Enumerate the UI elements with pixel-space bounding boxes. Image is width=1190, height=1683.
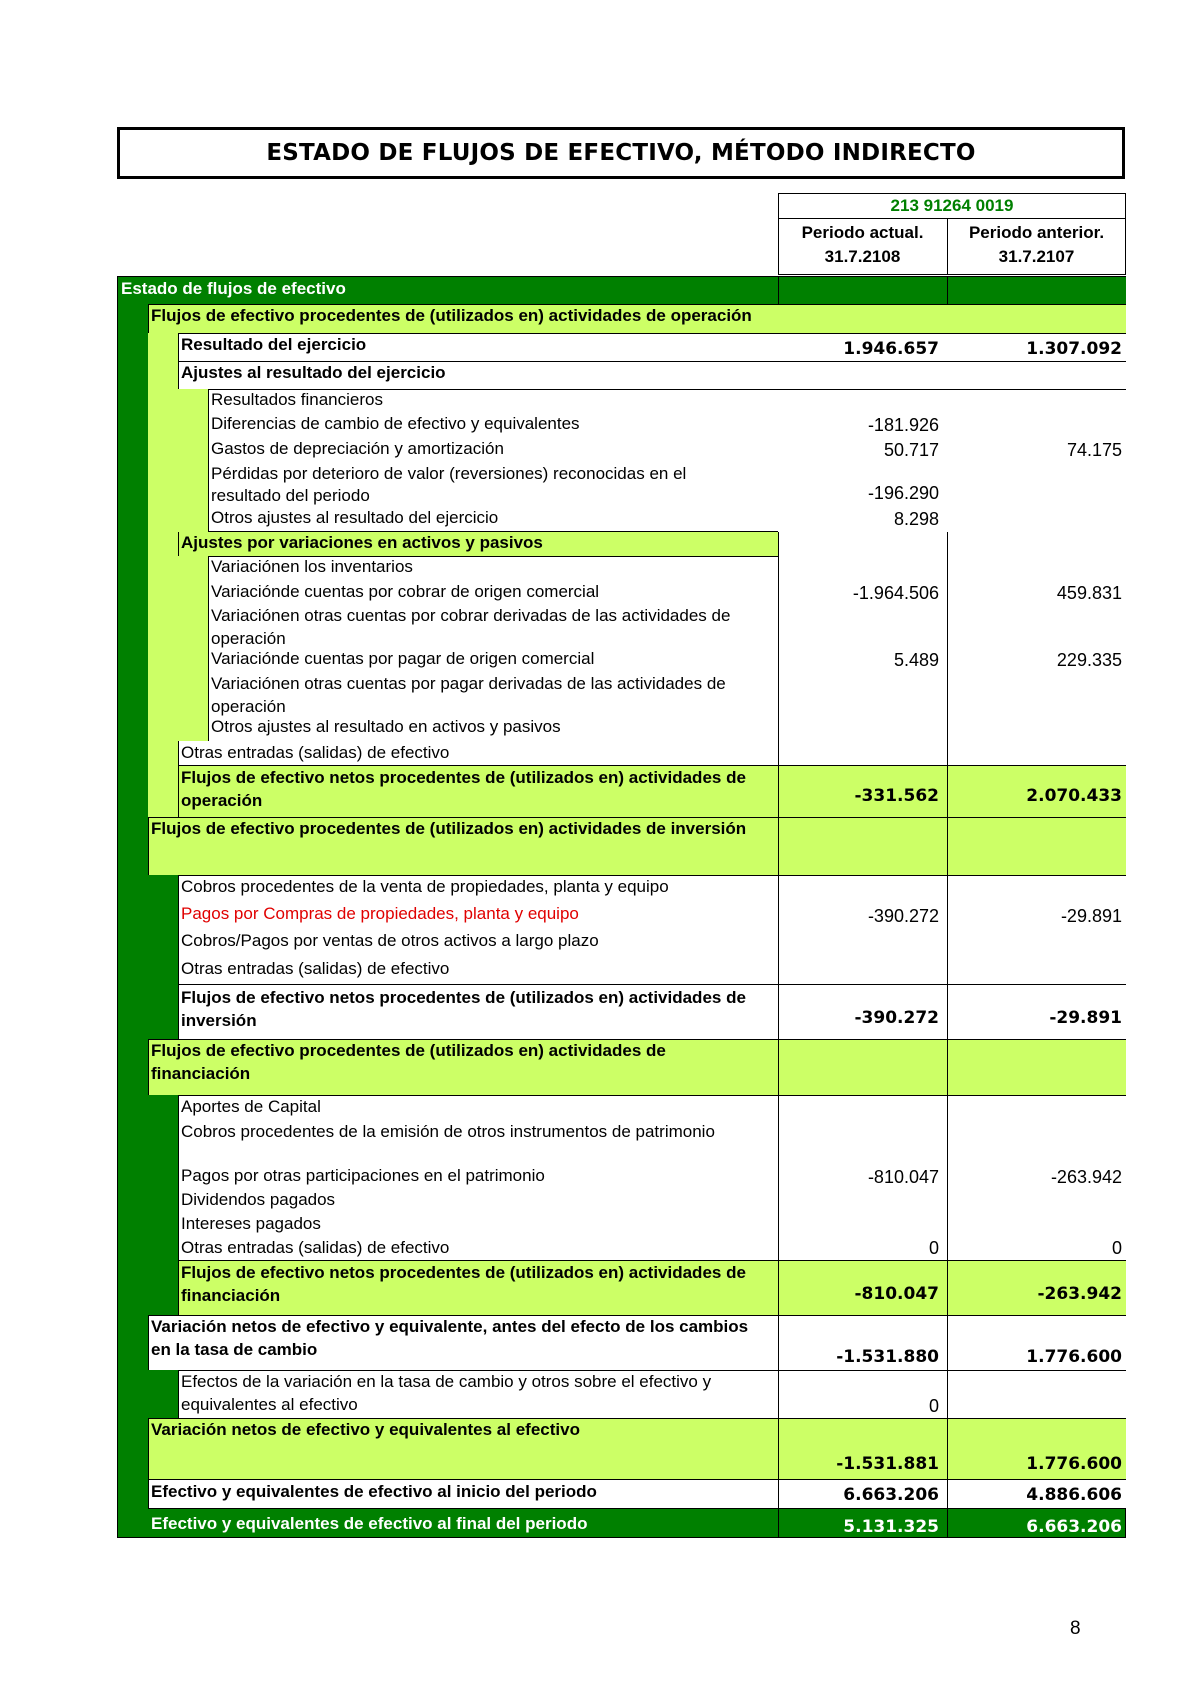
- inicio-periodo-v1: 6.663.206: [843, 1485, 939, 1505]
- value-current: 0: [928, 1238, 939, 1258]
- total-operacion-v2: 2.070.433: [1026, 786, 1122, 806]
- total-operacion-label-cont: operación: [181, 791, 263, 810]
- variacion-antes-label: Variación netos de efectivo y equivalente, antes del efecto de los cambios: [151, 1317, 749, 1336]
- financiacion-header-cont: financiación: [151, 1064, 251, 1083]
- value-current: 8.298: [893, 509, 939, 529]
- value-current: 50.717: [883, 440, 939, 460]
- final-periodo-v1: 5.131.325: [843, 1517, 939, 1537]
- ajustes-variaciones-header: Ajustes por variaciones en activos y pasivos: [181, 533, 543, 552]
- list-item: Diferencias de cambio de efectivo y equivalentes: [211, 414, 580, 433]
- section-main-label: Estado de flujos de efectivo: [121, 279, 346, 298]
- resultado-v1: 1.946.657: [843, 339, 939, 359]
- list-item: Dividendos pagados: [181, 1190, 336, 1209]
- list-item: Pagos por otras participaciones en el patrimonio: [181, 1166, 545, 1185]
- variacion-antes-label-cont: en la tasa de cambio: [151, 1340, 318, 1359]
- list-item: Variaciónen los inventarios: [211, 557, 413, 576]
- value-current: -1.964.506: [852, 583, 939, 603]
- column-previous-date: 31.7.2107: [998, 247, 1075, 266]
- value-current: -196.290: [867, 483, 939, 503]
- total-operacion-v1: -331.562: [854, 786, 939, 806]
- variacion-netos-v1: -1.531.881: [836, 1454, 939, 1474]
- inversion-header: Flujos de efectivo procedentes de (utilizados en) actividades de inversión: [151, 819, 747, 838]
- page-number: 8: [1070, 1618, 1081, 1639]
- list-item: Variaciónde cuentas por cobrar de origen comercial: [211, 582, 600, 601]
- list-item: Cobros procedentes de la venta de propiedades, planta y equipo: [181, 877, 669, 896]
- column-current-date: 31.7.2108: [824, 247, 901, 266]
- variacion-netos-v2: 1.776.600: [1026, 1454, 1122, 1474]
- inicio-periodo-v2: 4.886.606: [1026, 1485, 1122, 1505]
- operacion-header: Flujos de efectivo procedentes de (utilizados en) actividades de operación: [151, 306, 752, 325]
- total-financiacion-v2: -263.942: [1037, 1284, 1122, 1304]
- total-inversion-v2: -29.891: [1049, 1008, 1122, 1028]
- list-item: Otras entradas (salidas) de efectivo: [181, 1238, 450, 1257]
- value-previous: 74.175: [1066, 440, 1122, 460]
- final-periodo-v2: 6.663.206: [1026, 1517, 1122, 1537]
- column-current-label: Periodo actual.: [801, 223, 924, 242]
- page-title: ESTADO DE FLUJOS DE EFECTIVO, MÉTODO INDIRECTO: [117, 127, 1125, 179]
- list-item-cont: operación: [211, 697, 286, 716]
- total-financiacion-v1: -810.047: [854, 1284, 939, 1304]
- total-inversion-label: Flujos de efectivo netos procedentes de (utilizados en) actividades de: [181, 988, 746, 1007]
- final-periodo-label: Efectivo y equivalentes de efectivo al final del periodo: [151, 1514, 588, 1533]
- total-inversion-v1: -390.272: [854, 1008, 939, 1028]
- list-item: Resultados financieros: [211, 390, 383, 409]
- list-item: Otras entradas (salidas) de efectivo: [181, 959, 450, 978]
- value-previous: -29.891: [1060, 906, 1122, 926]
- list-item-cont: resultado del periodo: [211, 486, 370, 505]
- value-previous: 459.831: [1056, 583, 1122, 603]
- resultado-v2: 1.307.092: [1026, 339, 1122, 359]
- list-item: Variaciónde cuentas por pagar de origen comercial: [211, 649, 595, 668]
- value-current: -181.926: [867, 415, 939, 435]
- variacion-netos-label: Variación netos de efectivo y equivalentes al efectivo: [151, 1420, 580, 1439]
- value-previous: 0: [1111, 1238, 1122, 1258]
- value-current: -810.047: [867, 1167, 939, 1187]
- list-item: Intereses pagados: [181, 1214, 321, 1233]
- list-item: Variaciónen otras cuentas por pagar derivadas de las actividades de: [211, 674, 726, 693]
- total-inversion-label-cont: inversión: [181, 1011, 257, 1030]
- list-item: Gastos de depreciación y amortización: [211, 439, 504, 458]
- total-financiacion-label: Flujos de efectivo netos procedentes de (utilizados en) actividades de: [181, 1263, 746, 1282]
- list-item-highlight: Pagos por Compras de propiedades, planta y equipo: [181, 904, 579, 923]
- list-item: Aportes de Capital: [181, 1097, 321, 1116]
- value-previous: -263.942: [1050, 1167, 1122, 1187]
- efectos-tasa-v1: 0: [928, 1396, 939, 1416]
- variacion-antes-v1: -1.531.880: [836, 1347, 939, 1367]
- list-item: Pérdidas por deterioro de valor (reversiones) reconocidas en el: [211, 464, 687, 483]
- financiacion-header: Flujos de efectivo procedentes de (utilizados en) actividades de: [151, 1041, 666, 1060]
- value-previous: 229.335: [1056, 650, 1122, 670]
- ajustes-resultado-header: Ajustes al resultado del ejercicio: [181, 363, 446, 382]
- value-current: 5.489: [893, 650, 939, 670]
- variacion-antes-v2: 1.776.600: [1026, 1347, 1122, 1367]
- total-financiacion-label-cont: financiación: [181, 1286, 281, 1305]
- list-item: Otros ajustes al resultado en activos y pasivos: [211, 717, 561, 736]
- otras-entradas-op: Otras entradas (salidas) de efectivo: [181, 743, 450, 762]
- resultado-label: Resultado del ejercicio: [181, 335, 367, 354]
- total-operacion-label: Flujos de efectivo netos procedentes de (utilizados en) actividades de: [181, 768, 746, 787]
- list-item: Variaciónen otras cuentas por cobrar derivadas de las actividades de: [211, 606, 731, 625]
- efectos-tasa-label: Efectos de la variación en la tasa de cambio y otros sobre el efectivo y: [181, 1372, 712, 1391]
- value-current: -390.272: [867, 906, 939, 926]
- list-item: Cobros/Pagos por ventas de otros activos a largo plazo: [181, 931, 599, 950]
- inicio-periodo-label: Efectivo y equivalentes de efectivo al inicio del periodo: [151, 1482, 597, 1501]
- column-previous-label: Periodo anterior.: [968, 223, 1105, 242]
- list-item-cont: operación: [211, 629, 286, 648]
- company-id-code: 213 91264 0019: [890, 196, 1014, 215]
- efectos-tasa-label-cont: equivalentes al efectivo: [181, 1395, 358, 1414]
- list-item: Cobros procedentes de la emisión de otros instrumentos de patrimonio: [181, 1122, 715, 1141]
- list-item: Otros ajustes al resultado del ejercicio: [211, 508, 499, 527]
